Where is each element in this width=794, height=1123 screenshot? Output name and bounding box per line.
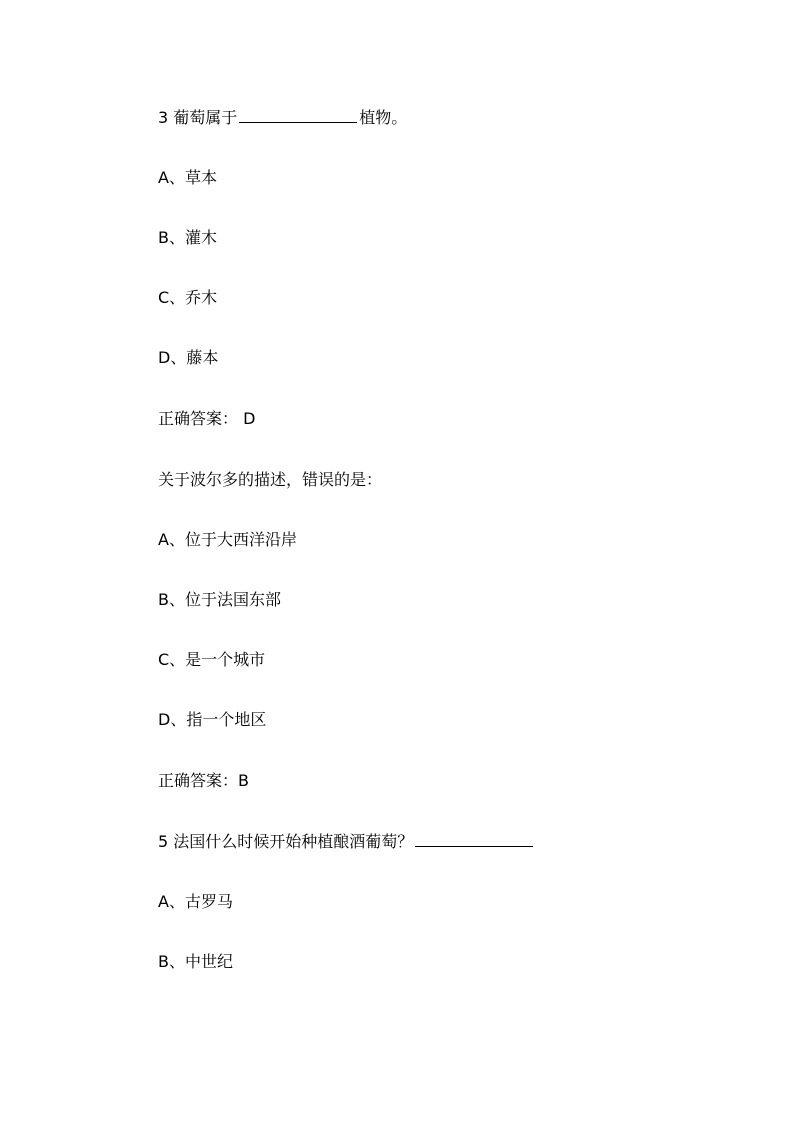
question-3 [158, 108, 407, 128]
option-b: B、灌木 [158, 228, 217, 247]
answer-blank [239, 121, 357, 123]
question-5 [158, 832, 535, 852]
option-d: D、指一个地区 [158, 710, 267, 729]
question-5-prefix: 5 法国什么时候开始种植酿酒葡萄？ [158, 832, 414, 851]
option-b: B、位于法国东部 [158, 590, 281, 609]
correct-answer: 正确答案：B [158, 771, 249, 790]
question-4: 关于波尔多的描述，错误的是： [158, 470, 383, 489]
option-d: D、藤本 [158, 348, 219, 367]
correct-answer: 正确答案： D [158, 409, 256, 428]
question-3-suffix: 植物。 [359, 108, 408, 127]
option-c: C、是一个城市 [158, 650, 266, 669]
answer-blank [415, 845, 533, 847]
option-c: C、乔木 [158, 288, 218, 307]
option-a: A、古罗马 [158, 892, 233, 911]
option-b: B、中世纪 [158, 952, 233, 971]
option-a: A、草本 [158, 168, 217, 187]
option-a: A、位于大西洋沿岸 [158, 530, 297, 549]
question-3-prefix: 3 葡萄属于 [158, 108, 238, 127]
